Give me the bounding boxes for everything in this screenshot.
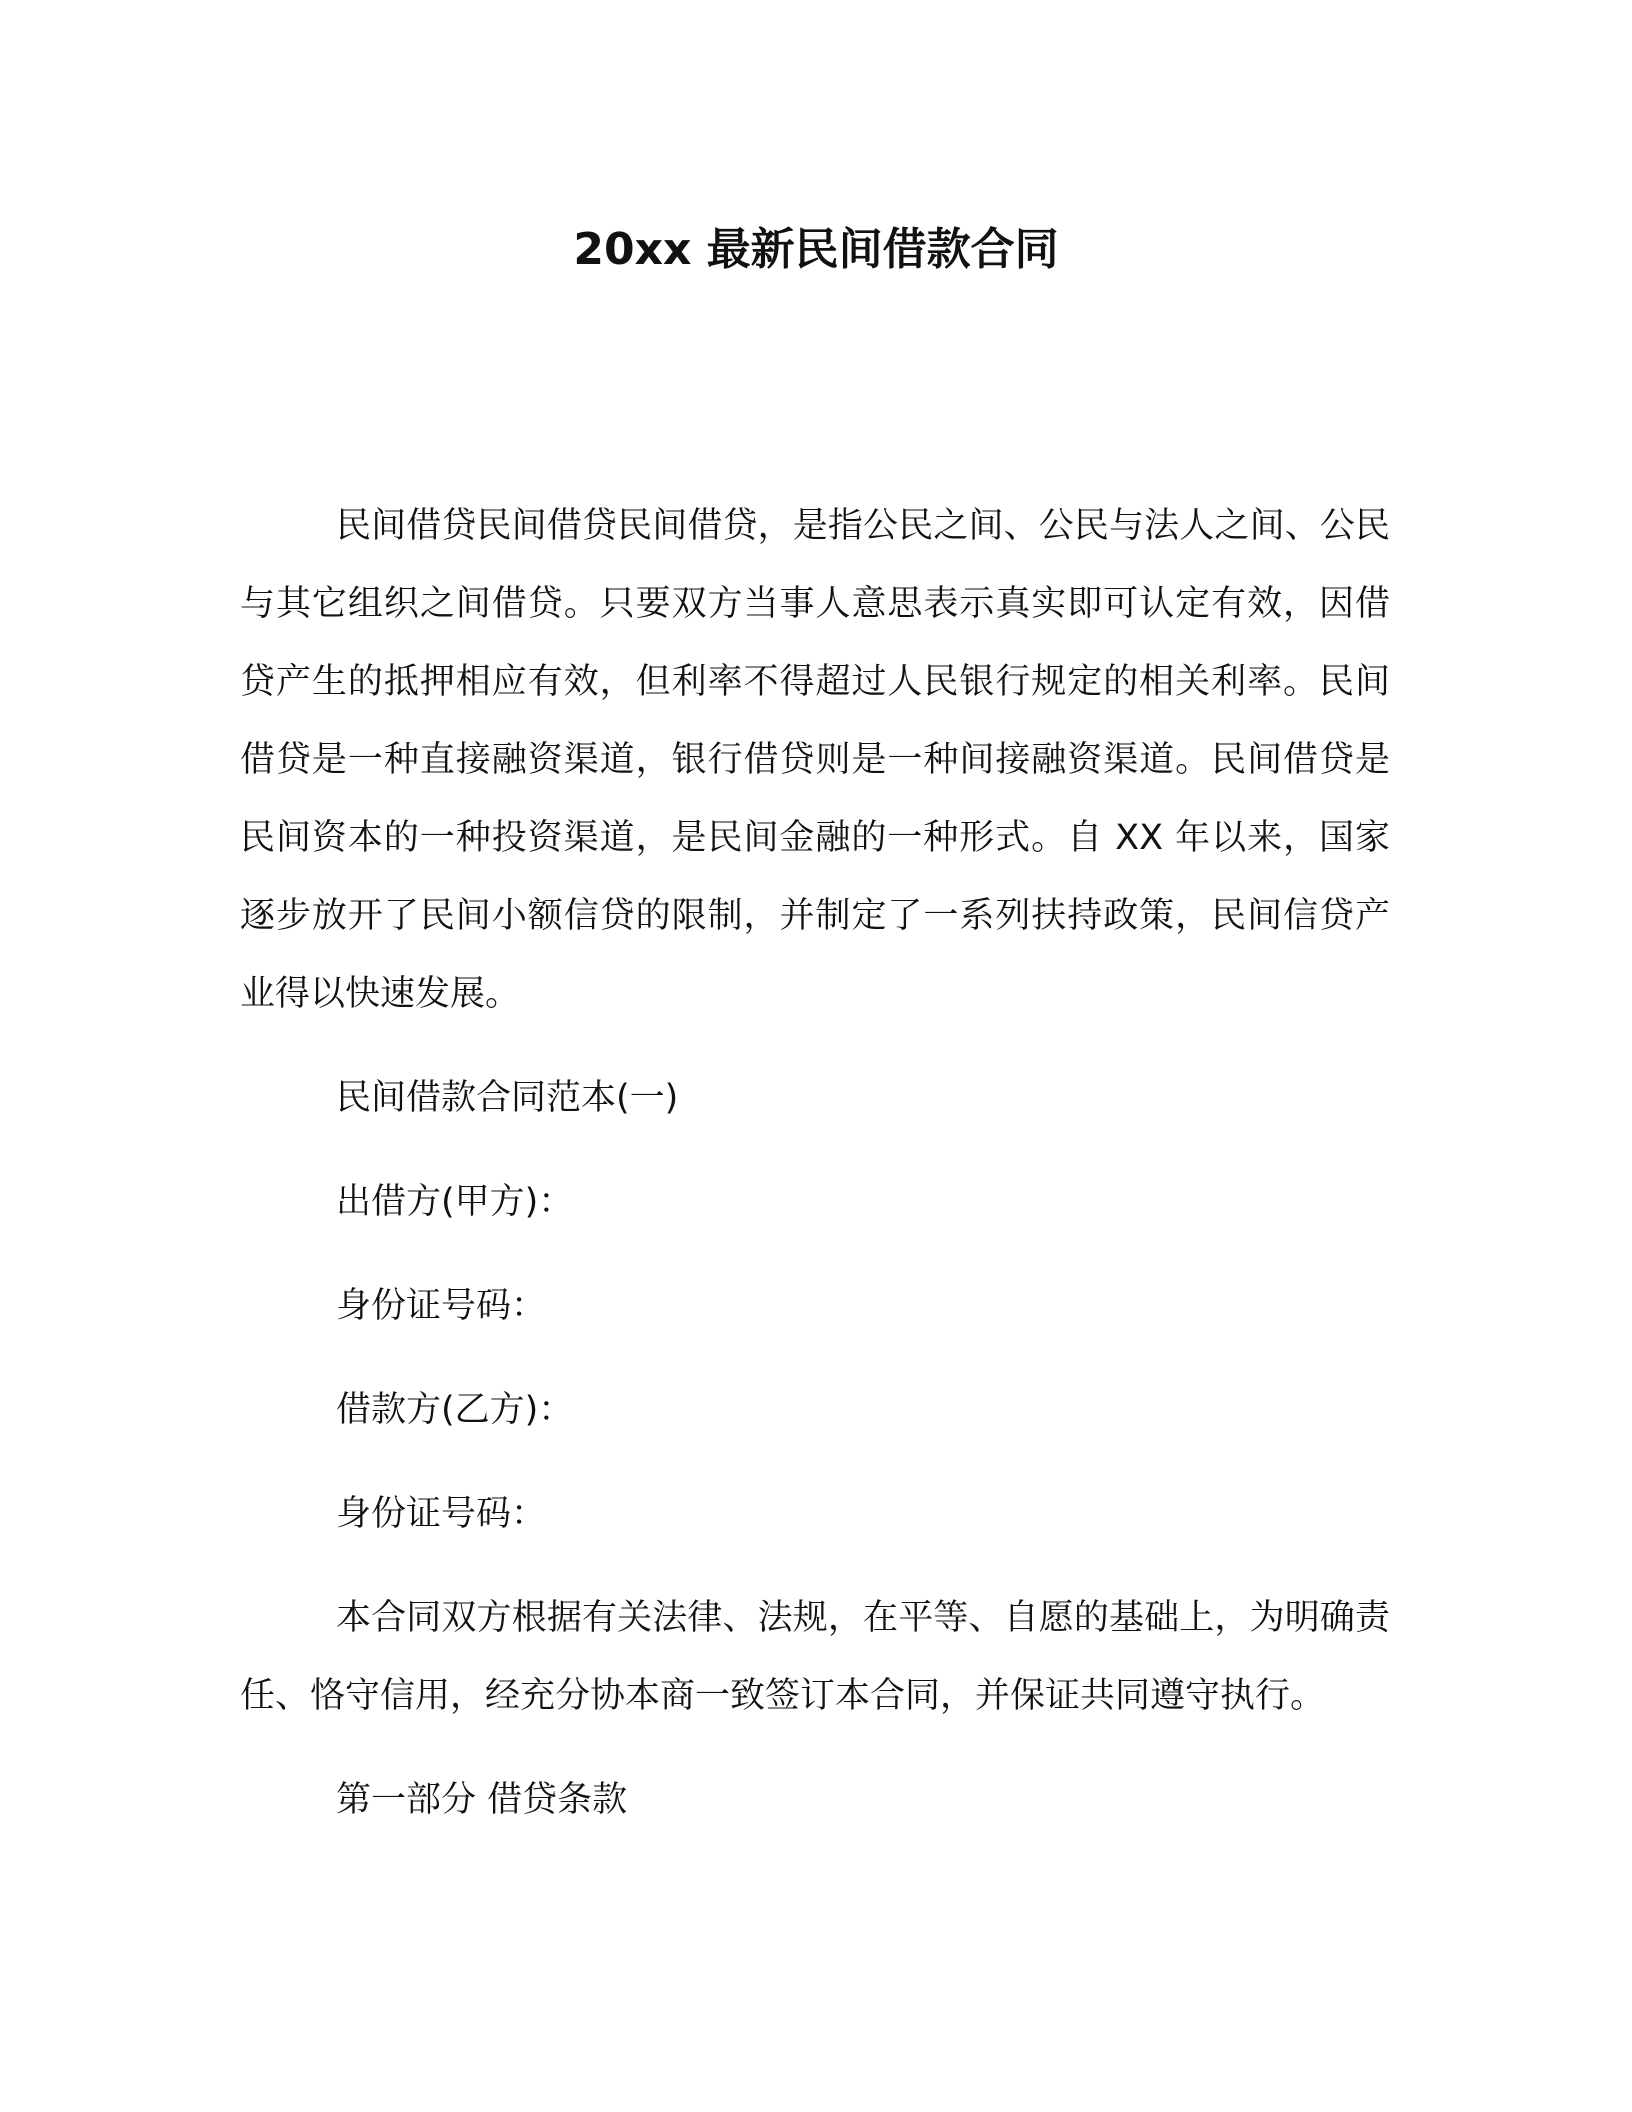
lender-id-field-label: 身份证号码： xyxy=(336,1286,547,1326)
intro-paragraph: 民间借贷民间借贷民间借贷，是指公民之间、公民与法人之间、公民与其它组织之间借贷。只要双方当事人意思表示真实即可认定有效，因借贷产生的抵押相应有效，但利率不得超过人民银行规定的相关利率。民间借贷是一种直接融资渠道，银行借贷则是一种间接融资渠道。民间借贷是民间资本的一种投资渠道，是民间金融的一种形式。自 XX 年以来，国家逐步放开了民间小额信贷的限制，并制定了一系列扶持政策，民间信贷产业得以快速发展。 xyxy=(240,506,1390,1014)
contract-template-heading: 民间借款合同范本(一) xyxy=(336,1078,679,1118)
borrower-id-field-label: 身份证号码： xyxy=(336,1494,547,1534)
section-heading-part-one: 第一部分 借贷条款 xyxy=(336,1780,628,1820)
document-title: 20xx 最新民间借款合同 xyxy=(573,224,1059,275)
agreement-paragraph: 本合同双方根据有关法律、法规，在平等、自愿的基础上，为明确责任、恪守信用，经充分协本商一致签订本合同，并保证共同遵守执行。 xyxy=(240,1598,1390,1716)
document-body xyxy=(240,487,1390,1839)
lender-field-label: 出借方(甲方)： xyxy=(336,1182,574,1222)
borrower-field-label: 借款方(乙方)： xyxy=(336,1390,574,1430)
